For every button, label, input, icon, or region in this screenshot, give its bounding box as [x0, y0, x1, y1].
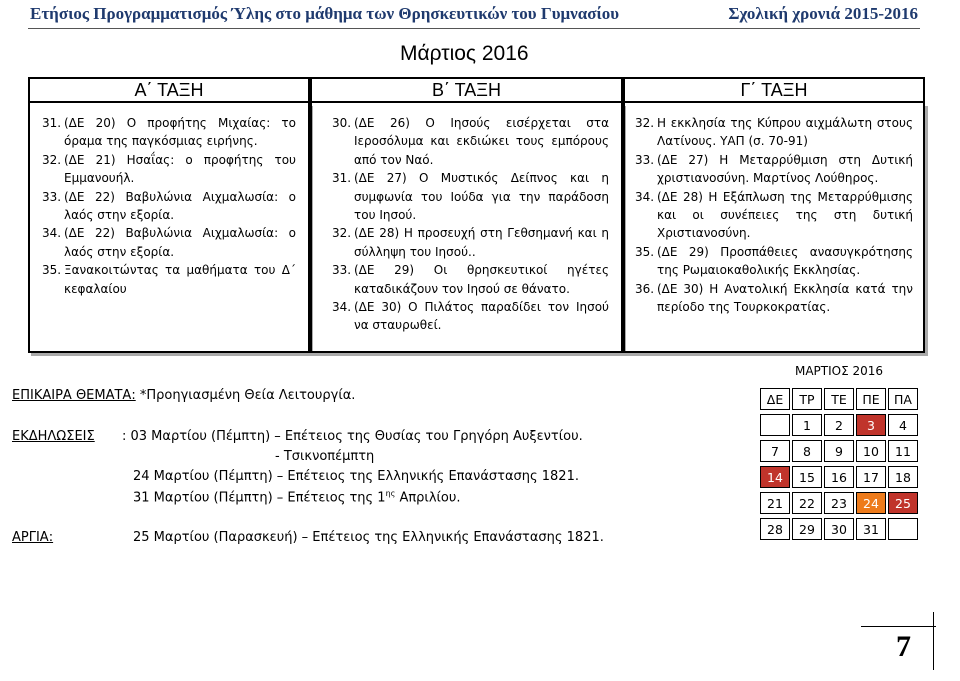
grade-a-lessons	[28, 103, 310, 353]
calendar-day: 29	[792, 518, 822, 540]
lesson-number: 32.	[332, 226, 352, 241]
grade-b-header	[310, 77, 623, 103]
calendar-day: 2	[824, 414, 854, 436]
list-item	[332, 114, 609, 169]
holidays-label	[12, 530, 53, 545]
list-item	[635, 188, 913, 243]
list-item	[635, 151, 913, 188]
event-line	[133, 489, 461, 505]
list-item	[635, 114, 913, 151]
calendar-day: 28	[760, 518, 790, 540]
calendar-day: 9	[824, 440, 854, 462]
calendar-week	[760, 518, 918, 540]
calendar-header-row	[760, 388, 918, 410]
day-header: ΔΕ	[760, 388, 790, 410]
calendar-day: 10	[856, 440, 886, 462]
school-year: Σχολική χρονιά 2015-2016	[728, 4, 918, 23]
holiday-text: 25 Μαρτίου (Παρασκευή) – Επέτειος της Ελληνικής Επανάστασης 1821.	[133, 530, 604, 545]
topical-text: *Προηγιασμένη Θεία Λειτουργία.	[139, 388, 356, 403]
event-line: - Τσικνοπέμπτη	[275, 449, 375, 464]
lesson-number: 32.	[42, 152, 62, 167]
lesson-text: (ΔΕ 30) Ο Πιλάτος παραδίδει τον Ιησού να σταυρωθεί.	[354, 300, 609, 333]
lesson-number: 34.	[42, 226, 62, 241]
calendar-week	[760, 492, 918, 514]
lesson-number: 31.	[42, 116, 62, 130]
lesson-text: (ΔΕ 29) Οι θρησκευτικοί ηγέτες καταδικάζουν τον Ιησού σε θάνατο.	[354, 263, 609, 296]
ordinal-suffix: ης	[385, 489, 396, 498]
page-number: 7	[896, 630, 911, 663]
lesson-text: (ΔΕ 27) Ο Μυστικός Δείπνος και η συμφωνία του Ιούδα για την παράδοση του Ιησού.	[354, 171, 609, 223]
grade-b-title: Β΄ ΤΑΞΗ	[431, 79, 502, 100]
page-number-box	[861, 612, 936, 670]
lesson-text: (ΔΕ 30) Η Ανατολική Εκκλησία κατά την περίοδο της Τουρκοκρατίας.	[657, 281, 913, 315]
list-item	[42, 114, 296, 151]
calendar-day: 1	[792, 414, 822, 436]
grade-a-title: Α΄ ΤΑΞΗ	[134, 79, 204, 100]
list-item	[635, 280, 913, 317]
header-divider	[28, 28, 920, 29]
calendar-day: 11	[888, 440, 918, 462]
lesson-text: (ΔΕ 22) Βαβυλώνια Αιχμαλωσία: ο λαός στην εξορία.	[64, 226, 296, 259]
grade-c-header	[623, 77, 925, 103]
grade-b-lessons	[310, 103, 623, 353]
lesson-text: (ΔΕ 28) Η Εξάπλωση της Μεταρρύθμισης και οι συνέπειες της στη δυτική Χριστιανοσύνη.	[657, 189, 913, 241]
lesson-number: 36.	[635, 281, 655, 296]
document-header-title: Ετήσιος Προγραμματισμός Ύλης στο μάθημα των Θρησκευτικών του Γυμνασίου	[30, 4, 620, 23]
lesson-text: Η εκκλησία της Κύπρου αιχμάλωτη στους Λατίνους. ΥΑΠ (σ. 70-91)	[657, 116, 913, 149]
calendar-week	[760, 414, 918, 436]
calendar-day: 22	[792, 492, 822, 514]
lesson-text: (ΔΕ 27) Η Μεταρρύθμιση στη Δυτική χριστιανοσύνη. Μαρτίνος Λούθηρος.	[657, 152, 913, 186]
day-header: ΠΑ	[888, 388, 918, 410]
event-line: 24 Μαρτίου (Πέμπτη) – Επέτειος της Ελληνικής Επανάστασης 1821.	[133, 469, 579, 484]
grade-c-lessons	[623, 103, 925, 353]
calendar-day: 30	[824, 518, 854, 540]
calendar-day: 21	[760, 492, 790, 514]
calendar-day: 17	[856, 466, 886, 488]
list-item	[332, 261, 609, 298]
calendar-day: 8	[792, 440, 822, 462]
lesson-text: (ΔΕ 28) Η προσευχή στη Γεθσημανή και η σύλληψη του Ιησού..	[354, 226, 609, 259]
lesson-text: (ΔΕ 22) Βαβυλώνια Αιχμαλωσία: ο λαός στην εξορία.	[64, 189, 296, 223]
list-item	[332, 169, 609, 224]
calendar-title: ΜΑΡΤΙΟΣ 2016	[794, 364, 884, 378]
list-item	[635, 243, 913, 280]
calendar-week	[760, 440, 918, 462]
list-item	[332, 224, 609, 261]
calendar-day: 15	[792, 466, 822, 488]
lesson-text: Ξανακοιτώντας τα μαθήματα του Δ΄ κεφαλαίου	[64, 263, 296, 296]
calendar-day: 31	[856, 518, 886, 540]
lesson-text: (ΔΕ 21) Ησαΐας: ο προφήτης του Εμμανουήλ.	[64, 152, 296, 186]
calendar-day: 23	[824, 492, 854, 514]
calendar-day: 18	[888, 466, 918, 488]
lesson-text: (ΔΕ 26) Ο Ιησούς εισέρχεται στα Ιεροσόλυμα και εκδιώκει τους εμπόρους από τον Ναό.	[354, 116, 609, 167]
day-header: ΤΡ	[792, 388, 822, 410]
calendar-day	[888, 518, 918, 540]
list-item	[42, 188, 296, 225]
list-item	[42, 261, 296, 298]
calendar-day: 4	[888, 414, 918, 436]
topical-section	[12, 388, 355, 403]
event-text: 31 Μαρτίου (Πέμπτη) – Επέτειος της 1	[133, 490, 386, 506]
page-corner-line	[933, 612, 934, 670]
lesson-number: 32.	[635, 116, 655, 130]
month-title: Μάρτιος 2016	[400, 42, 529, 65]
lesson-number: 34.	[332, 300, 352, 315]
lesson-text: (ΔΕ 29) Προσπάθειες ανασυγκρότησης της Ρωμαιοκαθολικής Εκκλησίας.	[657, 244, 913, 278]
page-corner-line	[861, 626, 936, 627]
holidays-label-text: ΑΡΓΙΑ:	[12, 530, 54, 545]
list-item	[332, 298, 609, 335]
calendar-day: 25	[888, 492, 918, 514]
lesson-number: 33.	[635, 152, 655, 167]
lesson-number: 35.	[42, 263, 62, 278]
topical-label: ΕΠΙΚΑΙΡΑ ΘΕΜΑΤΑ:	[12, 388, 136, 403]
calendar-day: 7	[760, 440, 790, 462]
calendar-day: 24	[856, 492, 886, 514]
calendar-table	[758, 384, 920, 544]
grade-c-title: Γ΄ ΤΑΞΗ	[740, 79, 808, 100]
lesson-number: 34.	[635, 189, 655, 204]
lesson-number: 35.	[635, 244, 655, 259]
lesson-number: 31.	[332, 171, 352, 186]
lesson-number: 33.	[332, 263, 352, 278]
day-header: ΤΕ	[824, 388, 854, 410]
lesson-number: 33.	[42, 189, 62, 204]
events-label	[12, 429, 95, 444]
day-header: ΠΕ	[856, 388, 886, 410]
event-text-end: Απριλίου.	[395, 490, 461, 506]
list-item	[42, 224, 296, 261]
calendar-week	[760, 466, 918, 488]
calendar-day	[760, 414, 790, 436]
event-line: : 03 Μαρτίου (Πέμπτη) – Επέτειος της Θυσίας του Γρηγόρη Αυξεντίου.	[122, 429, 583, 444]
lesson-number: 30.	[332, 116, 352, 130]
calendar-day: 3	[856, 414, 886, 436]
lesson-text: (ΔΕ 20) Ο προφήτης Μιχαίας: το όραμα της παγκόσμιας ειρήνης.	[64, 116, 296, 149]
list-item	[42, 151, 296, 188]
calendar-day: 16	[824, 466, 854, 488]
grade-a-header	[28, 77, 310, 103]
calendar-day: 14	[760, 466, 790, 488]
events-label-text: ΕΚΔΗΛΩΣΕΙΣ	[12, 429, 95, 444]
